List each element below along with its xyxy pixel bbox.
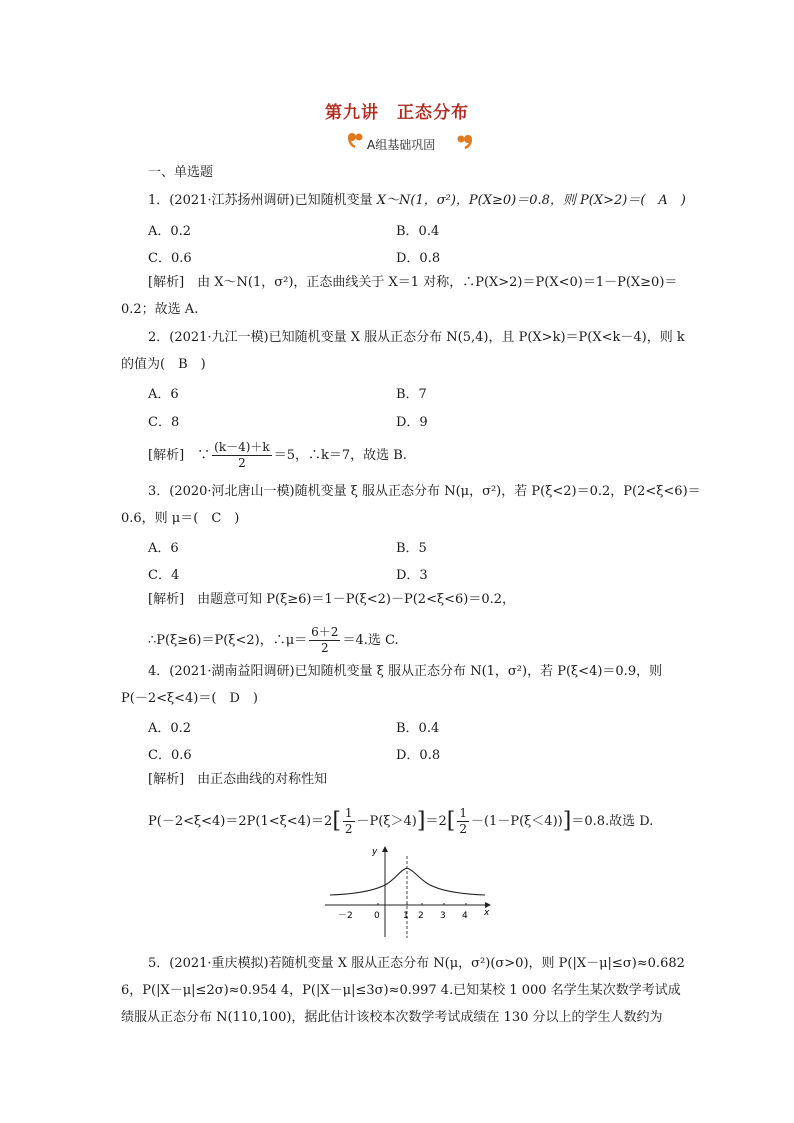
section-banner (347, 132, 473, 154)
x-tick-label: 4 (462, 911, 468, 921)
q2-option-d: D．9 (396, 415, 428, 430)
right-quote-icon (457, 130, 473, 150)
q4-solution-1: [解析] 由正态曲线的对称性知 (148, 772, 328, 787)
q5-line-1: 5．(2021·重庆模拟)若随机变量 X 服从正态分布 N(μ，σ²)(σ>0)，则 P(|X－μ|≤σ)≈0.682 (148, 956, 685, 971)
half-num-1: 1 (344, 806, 353, 820)
x-tick-label: －2 (338, 911, 353, 921)
half-fraction-1 (343, 806, 355, 837)
q2-solution-pre: [解析] ∵ (148, 448, 211, 463)
q5-line-2: 6，P(|X－μ|≤2σ)≈0.954 4，P(|X－μ|≤3σ)≈0.997 4.已知某校 1 000 名学生某次数学考试成 (121, 983, 681, 998)
right-bracket: ] (416, 808, 426, 834)
q4-stem-1: 4．(2021·湖南益阳调研)已知随机变量 ξ 服从正态分布 N(1，σ²)，若 P(ξ<4)＝0.9，则 (148, 664, 663, 679)
q4-option-b: B．0.4 (396, 721, 440, 736)
left-bracket-2: [ (446, 808, 456, 834)
section-heading: 一、单选题 (148, 165, 214, 180)
tick-labels (338, 903, 468, 921)
x-axis-label: x (484, 908, 490, 918)
x-tick-label: 1 (403, 911, 409, 921)
q2-solution (148, 440, 407, 471)
q4-option-a: A．0.2 (148, 721, 192, 736)
q2-option-c: C．8 (148, 415, 180, 430)
q3-option-c: C．4 (148, 568, 180, 583)
banner-text: A组基础巩固 (367, 138, 436, 152)
q1-option-b: B．0.4 (396, 224, 440, 239)
half-num-2: 1 (459, 806, 467, 820)
q1-solution-2: 0.2；故选 A. (121, 302, 199, 317)
q4-option-c: C．0.6 (148, 748, 192, 763)
x-tick-label: 0 (374, 911, 380, 921)
x-tick-label: 3 (440, 911, 446, 921)
q1-solution-1: [解析] 由 X～N(1，σ²)，正态曲线关于 X＝1 对称，∴P(X>2)＝P(X<0)＝1－P(X≥0)＝ (148, 275, 678, 290)
y-axis-label: y (372, 847, 378, 857)
q3-solution-pre: ∴P(ξ≥6)＝P(ξ<2)，∴μ＝ (148, 633, 308, 648)
q2-solution-post: ＝5，∴k＝7，故选 B. (273, 448, 407, 463)
q4-solution-2 (148, 806, 653, 837)
q1-option-a: A．0.2 (148, 224, 192, 239)
page-title: 第九讲 正态分布 (325, 103, 469, 123)
q3-fraction-den: 2 (320, 641, 329, 655)
q3-option-b: B．5 (396, 541, 427, 556)
normal-curve-graph (320, 842, 500, 942)
q1-option-d: D．0.8 (396, 251, 441, 266)
q3-solution-1: [解析] 由题意可知 P(ξ≥6)＝1－P(ξ<2)－P(2<ξ<6)＝0.2， (148, 592, 516, 607)
q4-stem-2: P(－2<ξ<4)＝( D ) (121, 691, 258, 706)
half-den-2: 2 (459, 822, 467, 836)
half-den-1: 2 (344, 822, 353, 836)
q4-sol-part-d: －(1－P(ξ＜4)) (470, 814, 563, 829)
q3-stem-1: 3．(2020·河北唐山一模)随机变量 ξ 服从正态分布 N(μ，σ²)，若 P(ξ<2)＝0.2，P(2<ξ<6)＝ (148, 484, 701, 499)
q2-fraction-num: (k－4)＋k (214, 440, 270, 454)
q3-solution-2 (148, 625, 399, 656)
q1-stem (148, 192, 686, 210)
q4-sol-part-b: －P(ξ＞4) (356, 814, 417, 829)
left-bracket: [ (332, 808, 341, 834)
q4-sol-part-c: ＝2 (425, 814, 447, 829)
q1-stem-a: 1．(2021·江苏扬州调研)已知随机变量 (148, 193, 377, 208)
q2-stem-2: 的值为( B ) (121, 357, 206, 372)
q2-option-a: A．6 (148, 387, 179, 402)
q2-stem-1: 2．(2021·九江一模)已知随机变量 X 服从正态分布 N(5,4)，且 P(X>k)＝P(X<k－4)，则 k (148, 330, 685, 345)
q2-option-b: B．7 (396, 387, 427, 402)
q4-sol-part-e: ＝0.8.故选 D. (571, 814, 654, 829)
q1-option-c: C．0.6 (148, 251, 192, 266)
q3-fraction (309, 625, 340, 656)
q3-option-a: A．6 (148, 541, 179, 556)
q3-stem-2: 0.6，则 μ＝( C ) (121, 511, 240, 526)
q3-solution-post: ＝4.选 C. (342, 633, 399, 648)
left-quote-icon (347, 130, 363, 150)
q2-fraction (212, 440, 272, 471)
q4-sol-part-a: P(－2<ξ<4)＝2P(1<ξ<4)＝2 (148, 814, 333, 829)
q5-line-3: 绩服从正态分布 N(110,100)，据此估计该校本次数学考试成绩在 130 分以上的学生人数约为 (121, 1010, 663, 1025)
q3-fraction-num: 6＋2 (311, 625, 339, 639)
half-fraction-2 (457, 806, 469, 837)
x-tick-label: 2 (418, 911, 424, 921)
right-bracket-2: ] (562, 808, 572, 834)
q3-option-d: D．3 (396, 568, 428, 583)
q4-option-d: D．0.8 (396, 748, 441, 763)
q2-fraction-den: 2 (238, 456, 246, 470)
q1-stem-b: X～N(1，σ²)，P(X≥0)＝0.8，则 P(X>2)＝( A ) (376, 193, 686, 208)
